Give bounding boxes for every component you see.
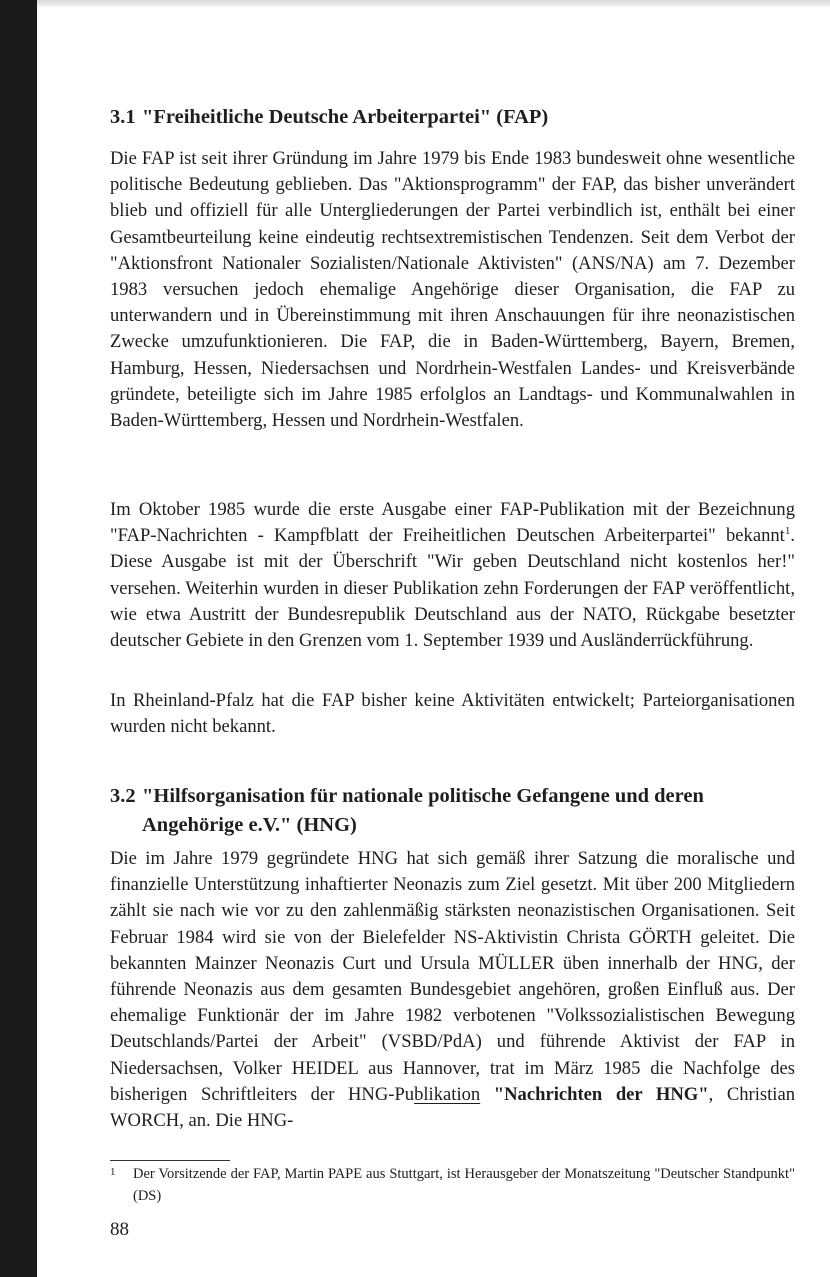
footnote-number: 1 [110,1166,116,1178]
paragraph-fap-intro: Die FAP ist seit ihrer Gründung im Jahre 1979 bis Ende 1983 bundesweit ohne wesentliche politische Bedeutung geblieben. Das "Aktionsprogramm" der FAP, das bisher unverändert blieb und offiziell für alle Untergliederungen der Partei verbindlich ist, enthält bei einer Gesamtbeurteilung keine eindeutig rechtsextremistischen Tendenzen. Seit dem Verbot der "Aktionsfront Nationaler Sozialisten/Nationale Aktivisten" (ANS/NA) am 7. Dezember 1983 versuchen jedoch ehemalige Angehörige dieser Organisation, die FAP zu unterwandern und in Übereinstimmung mit ihren Anschauungen für ihre neonazistischen Zwecke umzufunktionieren. Die FAP, die in Baden-Württemberg, Bayern, Bremen, Hamburg, Hessen, Niedersachsen und Nordrhein-Westfalen Landes- und Kreisverbände gründete, beteiligte sich im Jahre 1985 erfolglos an Landtags- und Kommunalwahlen in Baden-Württemberg, Hessen und Nordrhein-Westfalen. [110,148,795,432]
paragraph-text: Im Oktober 1985 wurde die erste Ausgabe einer FAP-Publikation mit der Bezeichnung "FAP-Nachrichten - Kampfblatt der Freiheitlichen Deutschen Arbeiterpartei" bekannt [110,499,795,547]
publication-title: "Nachrichten der HNG" [493,1083,709,1105]
page-top-edge [37,0,830,7]
footnote-rule [110,1160,230,1161]
footnote-reference: 1 [784,525,791,538]
section-heading-3-1 [110,103,795,132]
section-heading-3-2 [110,782,795,840]
paragraph-fap-nachrichten [110,497,795,654]
paragraph-hng [110,846,795,1134]
footnote-text: Der Vorsitzende der FAP, Martin PAPE aus Stuttgart, ist Herausgeber der Monatszeitung "Deutscher Standpunkt" (DS) [133,1166,795,1204]
paragraph-text: Die im Jahre 1979 gegründete HNG hat sich gemäß ihrer Satzung die moralische und finanzielle Unterstützung inhaftierter Neonazis zum Ziel gesetzt. Mit über 200 Mitgliedern zählt sie nach wie vor zu den zahlenmäßig stärksten neonazistischen Organisationen. Seit Februar 1984 wird sie von der Bielefelder NS-Aktivistin Christa GÖRTH geleitet. Die bekannten Mainzer Neonazis Curt und Ursula MÜLLER üben innerhalb der HNG, der führende Neonazis aus dem gesamten Bundesgebiet angehören, großen Einfluß aus. Der ehemalige Funktionär der im Jahre 1982 verbotenen "Volkssozialistischen Bewegung Deutschlands/Partei der Arbeit" (VSBD/PdA) und führende Aktivist der FAP in Niedersachsen, Volker HEIDEL aus Hannover, trat im März 1985 die Nachfolge des bisherigen Schriftleiters der HNG-Pu [110,848,795,1105]
paragraph-fap-rlp: In Rheinland-Pfalz hat die FAP bisher keine Aktivitäten entwickelt; Parteiorganisationen wurden nicht bekannt. [110,690,795,738]
page-number: 88 [110,1219,129,1240]
section-title-line2: Angehörige e.V." (HNG) [142,814,357,836]
book-spine-shadow [0,0,37,1277]
paragraph-text-end: , Christian WORCH, an. Die HNG- [110,1083,795,1132]
section-title-line1: "Hilfsorganisation für nationale politische Gefangene und deren [142,785,704,807]
section-number: 3.2 [110,785,136,807]
section-title: "Freiheitliche Deutsche Arbeiterpartei" (FAP) [142,106,549,128]
footnote [110,1163,795,1207]
section-number: 3.1 [110,106,136,128]
underlined-word: blikation [414,1083,481,1105]
paragraph-text-continued: . Diese Ausgabe ist mit der Überschrift "Wir geben Deutschland nicht kostenlos her!" versehen. Weiterhin wurden in dieser Publikation zehn Forderungen der FAP veröffentlicht, wie etwa Austritt der Bundesrepublik Deutschland aus der NATO, Rückgabe besetzter deutscher Gebiete in den Grenzen vom 1. September 1939 und Ausländerrückführung. [110,525,795,652]
